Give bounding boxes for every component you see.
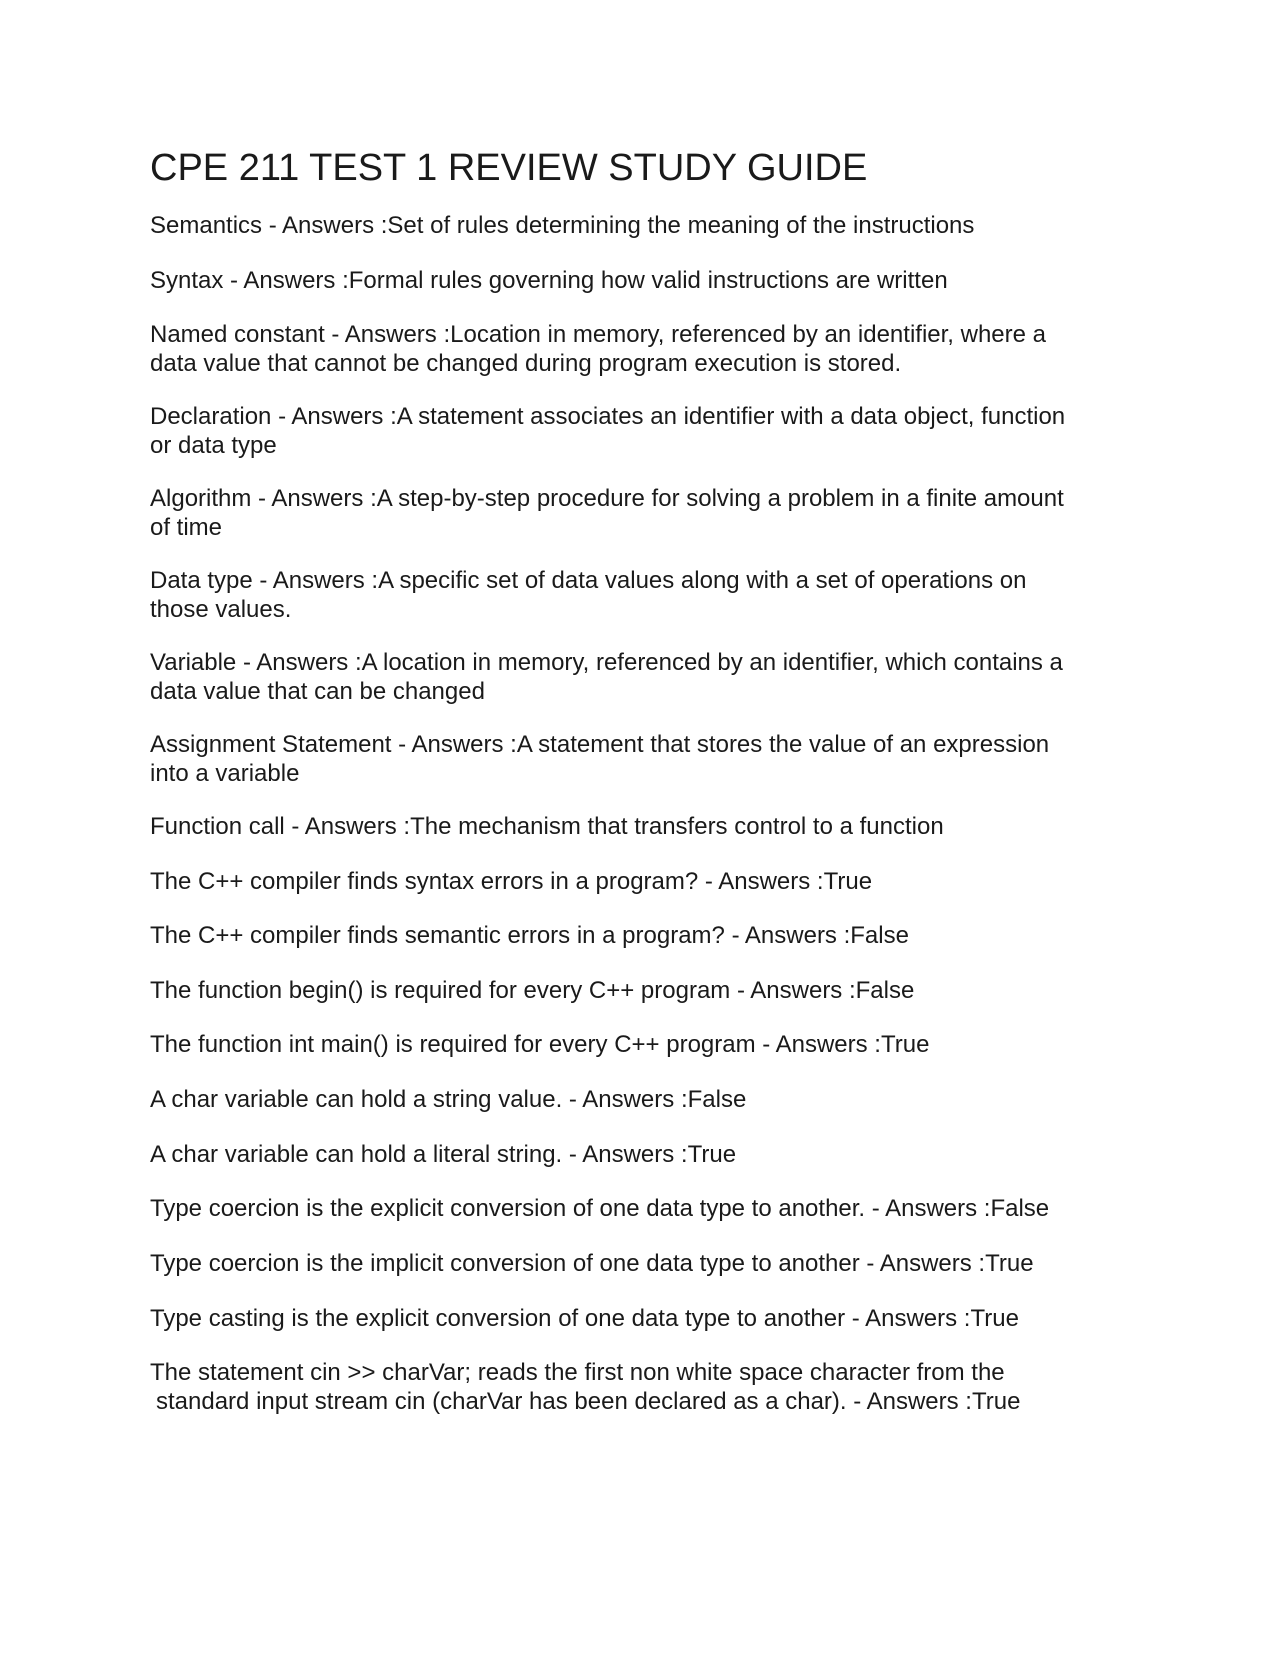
entry-line: Data type - Answers :A specific set of data values along with a set of operations on (150, 567, 1027, 594)
qa-entry-algorithm (150, 484, 1130, 542)
qa-entry-char-string-value (150, 1085, 1130, 1114)
qa-entry-main-function (150, 1030, 1130, 1059)
qa-entry-assignment-statement (150, 730, 1130, 788)
qa-entry-begin-function (150, 976, 1130, 1005)
qa-entry-compiler-semantic (150, 921, 1130, 950)
qa-entry-data-type (150, 566, 1130, 624)
qa-entry-type-casting (150, 1304, 1130, 1333)
entry-line: data value that can be changed (150, 678, 485, 705)
entry-line: data value that cannot be changed during program execution is stored. (150, 350, 902, 377)
entry-line: Function call - Answers :The mechanism that transfers control to a function (150, 813, 944, 840)
qa-entry-coercion-implicit (150, 1249, 1130, 1278)
qa-entry-semantics (150, 211, 1130, 240)
entry-line: The statement cin >> charVar; reads the first non white space character from the (150, 1359, 1005, 1386)
qa-entry-cin-charvar (150, 1358, 1130, 1416)
entry-line: Assignment Statement - Answers :A statement that stores the value of an expression (150, 731, 1050, 758)
entry-line: or data type (150, 432, 277, 459)
entry-line: into a variable (150, 760, 300, 787)
qa-entry-variable (150, 648, 1130, 706)
document-title: CPE 211 TEST 1 REVIEW STUDY GUIDE (150, 147, 868, 189)
qa-entry-named-constant (150, 320, 1130, 378)
qa-entry-syntax (150, 266, 1130, 295)
entry-line: Declaration - Answers :A statement associates an identifier with a data object, function (150, 403, 1066, 430)
entry-line: those values. (150, 596, 292, 623)
entry-line: standard input stream cin (charVar has been declared as a char). - Answers :True (156, 1388, 1021, 1415)
qa-entry-char-literal-string (150, 1140, 1130, 1169)
entry-line: Type coercion is the explicit conversion of one data type to another. - Answers :False (150, 1195, 1050, 1222)
entry-line: Syntax - Answers :Formal rules governing how valid instructions are written (150, 267, 948, 294)
entry-line: The function int main() is required for every C++ program - Answers :True (150, 1031, 930, 1058)
entry-line: Named constant - Answers :Location in memory, referenced by an identifier, where a (150, 321, 1047, 348)
entry-line: A char variable can hold a string value. - Answers :False (150, 1086, 747, 1113)
entry-line: The C++ compiler finds syntax errors in a program? - Answers :True (150, 868, 873, 895)
entry-line: Semantics - Answers :Set of rules determining the meaning of the instructions (150, 212, 975, 239)
entry-line: of time (150, 514, 223, 541)
entry-line: Variable - Answers :A location in memory, referenced by an identifier, which contains a (150, 649, 1063, 676)
entry-line: Type coercion is the implicit conversion of one data type to another - Answers :True (150, 1250, 1034, 1277)
qa-entry-compiler-syntax (150, 867, 1130, 896)
qa-entry-declaration (150, 402, 1130, 460)
qa-entry-coercion-explicit (150, 1194, 1130, 1223)
qa-entry-function-call (150, 812, 1130, 841)
entry-line: A char variable can hold a literal string. - Answers :True (150, 1141, 737, 1168)
entry-line: The function begin() is required for every C++ program - Answers :False (150, 977, 915, 1004)
entry-line: Algorithm - Answers :A step-by-step procedure for solving a problem in a finite amount (150, 485, 1064, 512)
entry-line: The C++ compiler finds semantic errors in a program? - Answers :False (150, 922, 909, 949)
entry-line: Type casting is the explicit conversion of one data type to another - Answers :True (150, 1305, 1019, 1332)
